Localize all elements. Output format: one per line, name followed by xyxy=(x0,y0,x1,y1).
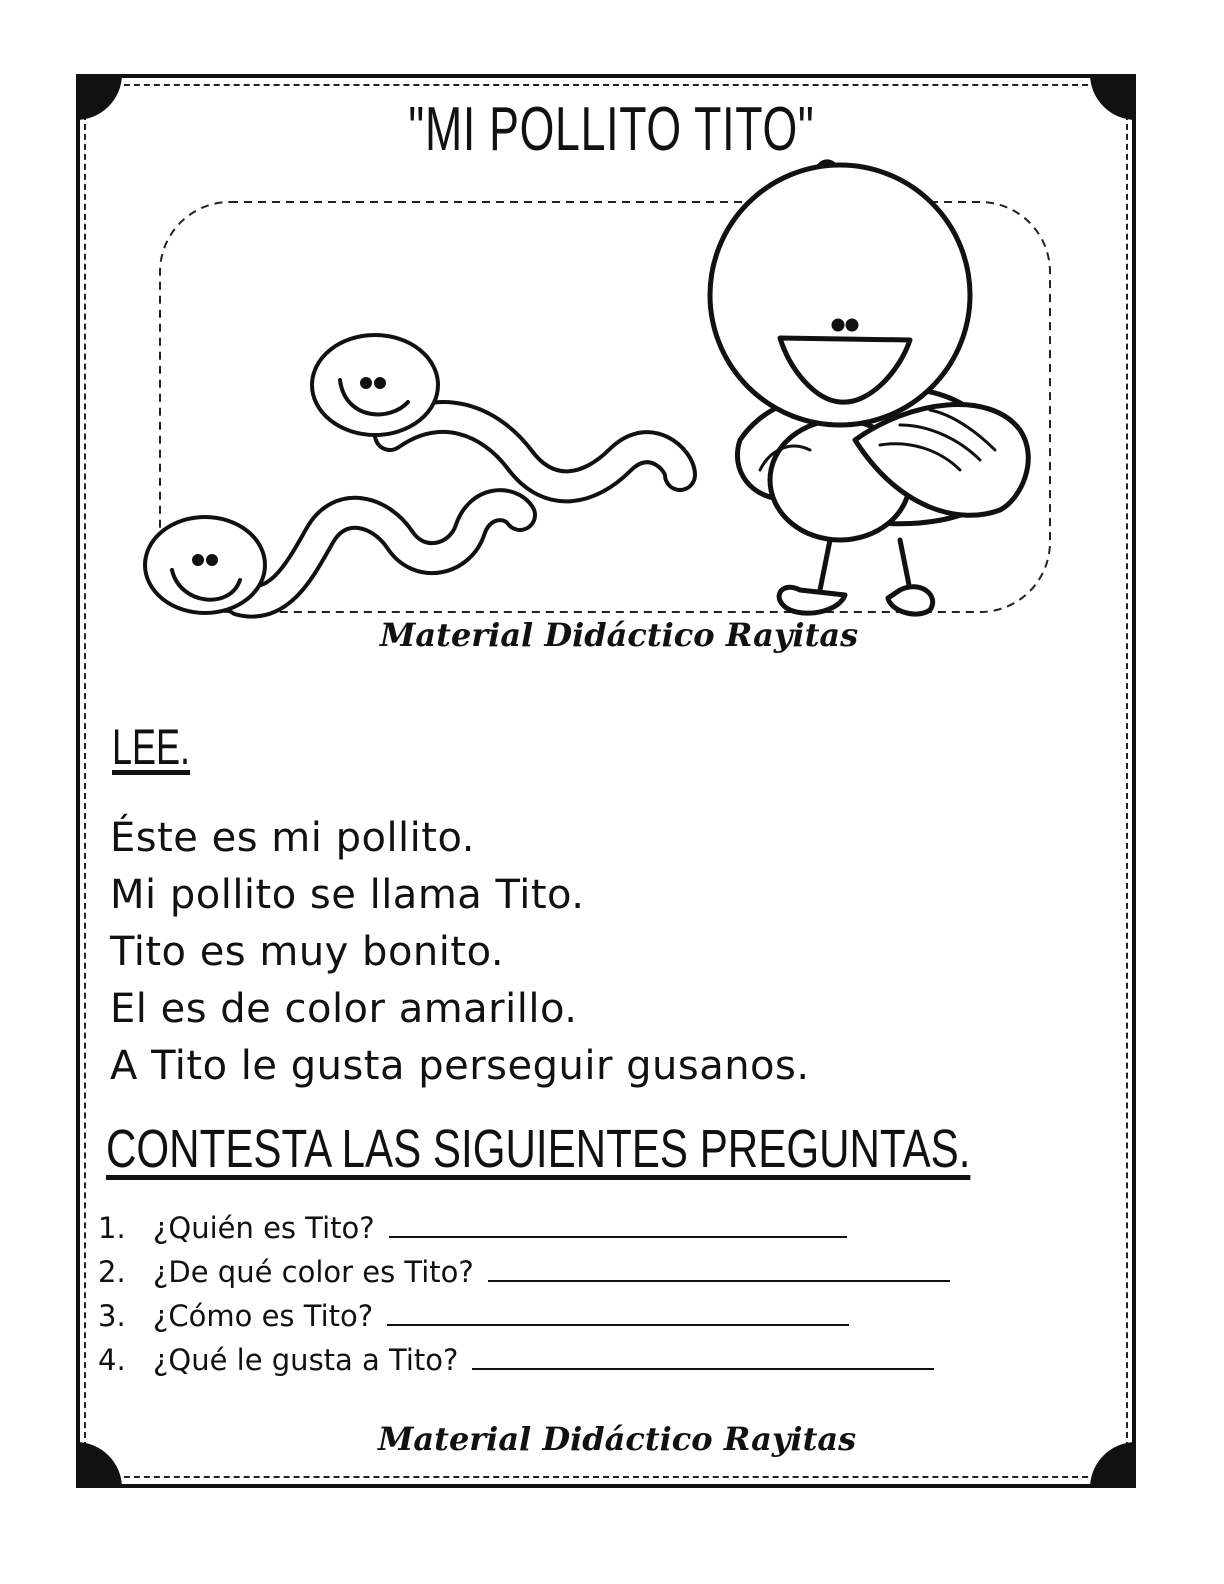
question-item xyxy=(98,1294,950,1338)
brand-watermark: Material Didáctico Rayitas xyxy=(378,1420,857,1458)
questions-heading: CONTESTA LAS SIGUIENTES PREGUNTAS. xyxy=(106,1119,971,1179)
answer-line[interactable] xyxy=(389,1214,847,1238)
question-number: 3. xyxy=(98,1299,126,1333)
question-text: ¿Quién es Tito? xyxy=(153,1211,375,1245)
story-line: Tito es muy bonito. xyxy=(110,929,505,975)
illustration xyxy=(140,140,1060,640)
question-number: 1. xyxy=(98,1211,126,1245)
story-line: El es de color amarillo. xyxy=(110,986,578,1032)
question-text: ¿Cómo es Tito? xyxy=(153,1299,374,1333)
read-heading: LEE. xyxy=(112,719,191,775)
answer-line[interactable] xyxy=(488,1258,950,1282)
answer-line[interactable] xyxy=(387,1302,849,1326)
question-text: ¿De qué color es Tito? xyxy=(153,1255,474,1289)
worm-icon xyxy=(145,505,520,613)
question-item xyxy=(98,1338,950,1382)
question-number: 2. xyxy=(98,1255,126,1289)
brand-watermark: Material Didáctico Rayitas xyxy=(380,616,859,654)
story-line: Éste es mi pollito. xyxy=(110,815,475,861)
answer-line[interactable] xyxy=(472,1346,934,1370)
chick-icon xyxy=(710,162,1028,614)
question-number: 4. xyxy=(98,1343,126,1377)
question-text: ¿Qué le gusta a Tito? xyxy=(153,1343,459,1377)
page-title: "MI POLLITO TITO" xyxy=(408,95,815,164)
story-text xyxy=(110,810,810,1095)
worm-icon xyxy=(312,335,680,486)
story-line: A Tito le gusta perseguir gusanos. xyxy=(110,1043,810,1089)
question-item xyxy=(98,1206,950,1250)
question-list xyxy=(98,1206,950,1382)
question-item xyxy=(98,1250,950,1294)
story-line: Mi pollito se llama Tito. xyxy=(110,872,585,918)
